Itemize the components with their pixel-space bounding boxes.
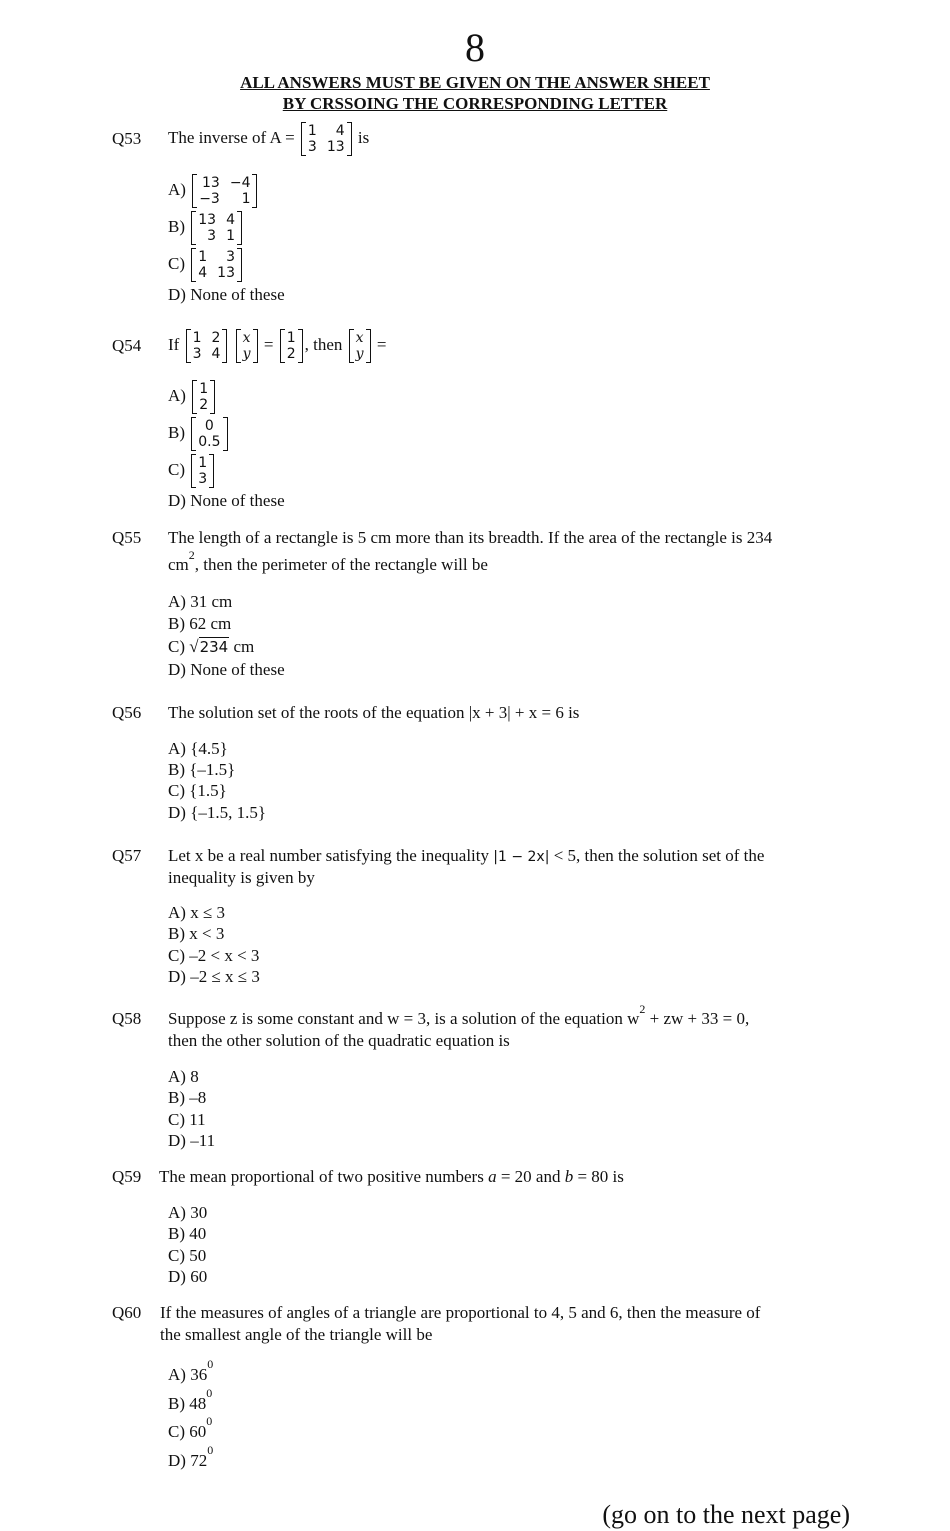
q57-line-1: Let x be a real number satisfying the inequality |1 − 2x| < 5, then the solution set of the (168, 846, 765, 865)
q53-option-c-matrix: 1 3 4 13 (191, 248, 242, 282)
q57-line-2: inequality is given by (168, 868, 315, 887)
q57-option-d[interactable]: D) –2 ≤ x ≤ 3 (168, 967, 260, 986)
q53-number: Q53 (112, 129, 142, 148)
q53-option-c[interactable]: C) 1 3 4 13 (168, 246, 244, 282)
q57-option-b[interactable]: B) x < 3 (168, 924, 225, 943)
q60-option-d[interactable]: D) $72^0$ (168, 1443, 214, 1470)
q60-line-1: If the measures of angles of a triangle are proportional to 4, 5 and 6, then the measure of (160, 1303, 761, 1322)
q55-line-1: The length of a rectangle is 5 cm more than its breadth. If the area of the rectangle is 234 (168, 528, 773, 547)
q54-vector-xy: x y (236, 329, 258, 363)
q60-number: Q60 (112, 1303, 142, 1322)
q58-option-a[interactable]: A) 8 (168, 1067, 199, 1086)
q53-option-b[interactable]: B) 13 4 3 1 (168, 209, 244, 245)
q54-option-a[interactable]: A) 1 2 (168, 378, 217, 414)
q54-vector-rhs: 1 2 (280, 329, 303, 363)
q54-number: Q54 (112, 336, 142, 355)
q59-text: The mean proportional of two positive numbers a = 20 and b = 80 is (159, 1167, 624, 1186)
q53-option-d[interactable]: D) None of these (168, 285, 285, 304)
q58-option-c[interactable]: C) 11 (168, 1110, 206, 1129)
q53-pre: The inverse of A = (168, 128, 295, 147)
q54-option-b[interactable]: B) 0 0.5 (168, 415, 230, 451)
q55-number: Q55 (112, 528, 142, 547)
instruction-line-2: BY CRSSOING THE CORRESPONDING LETTER (282, 94, 668, 113)
q57-option-a[interactable]: A) x ≤ 3 (168, 903, 226, 922)
q58-line-1: Suppose z is some constant and w = 3, is a solution of the equation $w^2$ + zw + 33 = 0, (168, 1002, 750, 1028)
q55-option-d[interactable]: D) None of these (168, 660, 285, 679)
q54-text: If 1 2 3 4 x y = 1 2 , then x y = (168, 330, 387, 363)
q60-option-a[interactable]: A) $36^0$ (168, 1357, 214, 1384)
q53-text (168, 118, 369, 158)
q60-option-b[interactable]: B) $48^0$ (168, 1386, 213, 1413)
q56-number: Q56 (112, 703, 142, 722)
q58-option-d[interactable]: D) –11 (168, 1131, 216, 1150)
q60-option-c[interactable]: C) $60^0$ (168, 1414, 213, 1441)
q58-option-b[interactable]: B) –8 (168, 1088, 207, 1107)
q54-vector-xy-2: x y (349, 329, 371, 363)
q53-option-a[interactable]: A) 13 −4 −3 1 (168, 172, 259, 208)
q57-number: Q57 (112, 846, 142, 865)
page-number: 8 (465, 25, 485, 70)
q57-option-c[interactable]: C) –2 < x < 3 (168, 946, 260, 965)
q55-option-a[interactable]: A) 31 cm (168, 592, 233, 611)
q56-option-a[interactable]: A) {4.5} (168, 739, 228, 758)
q59-option-b[interactable]: B) 40 (168, 1224, 207, 1243)
q56-option-c[interactable]: C) {1.5} (168, 781, 227, 800)
q59-option-d[interactable]: D) 60 (168, 1267, 208, 1286)
q59-number: Q59 (112, 1167, 142, 1186)
q57-expression: |1 − 2x| (493, 849, 550, 865)
q60-line-2: the smallest angle of the triangle will be (160, 1325, 433, 1344)
q55-line-2: $cm^2$, then the perimeter of the rectangle will be (168, 548, 488, 574)
q54-option-c[interactable]: C) 1 3 (168, 452, 216, 488)
instruction-line-1: ALL ANSWERS MUST BE GIVEN ON THE ANSWER SHEET (240, 73, 710, 92)
page-footer: (go on to the next page) (602, 1500, 850, 1529)
q56-text: The solution set of the roots of the equation |x + 3| + x = 6 is (168, 703, 580, 722)
q54-option-d[interactable]: D) None of these (168, 491, 285, 510)
q54-matrix: 1 2 3 4 (186, 329, 228, 363)
q55-option-b[interactable]: B) 62 cm (168, 614, 232, 633)
sqrt-expression: √234 (189, 637, 229, 656)
q58-line-2: then the other solution of the quadratic equation is (168, 1031, 510, 1050)
q58-number: Q58 (112, 1009, 142, 1028)
q53-option-a-matrix: 13 −4 −3 1 (192, 174, 257, 208)
q59-option-a[interactable]: A) 30 (168, 1203, 208, 1222)
q53-matrix-a: 1 4 3 13 (301, 122, 352, 156)
q55-option-c[interactable]: C) √234 cm (168, 637, 255, 656)
q59-option-c[interactable]: C) 50 (168, 1246, 207, 1265)
q56-option-b[interactable]: B) {–1.5} (168, 760, 236, 779)
q53-option-b-matrix: 13 4 3 1 (191, 211, 242, 245)
q56-option-d[interactable]: D) {–1.5, 1.5} (168, 803, 267, 822)
q53-post: is (357, 128, 370, 147)
